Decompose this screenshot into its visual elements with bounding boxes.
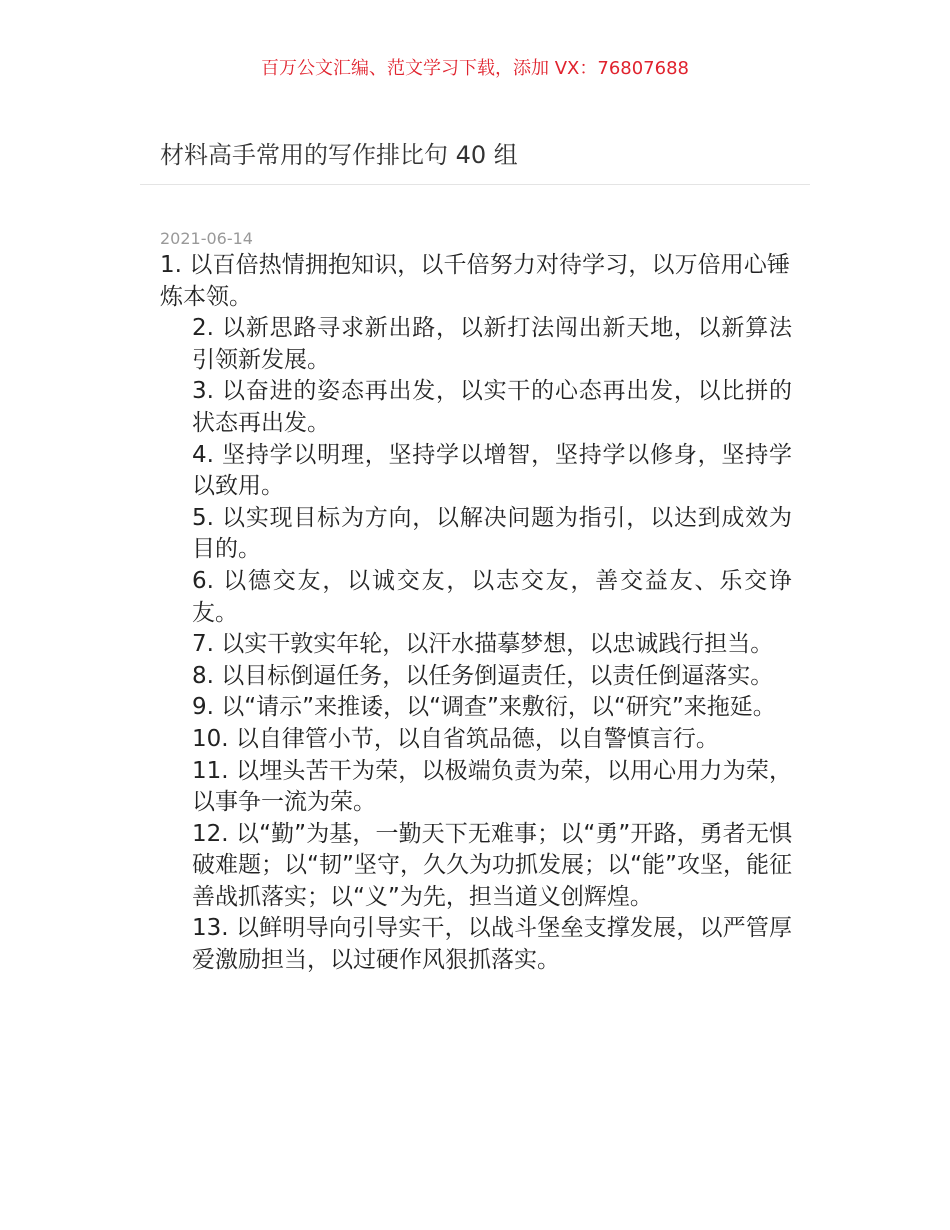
list-item: 5. 以实现目标为方向，以解决问题为指引，以达到成效为目的。 xyxy=(192,504,792,563)
list-item: 10. 以自律管小节，以自省筑品德，以自警慎言行。 xyxy=(192,725,719,752)
list-item: 3. 以奋进的姿态再出发，以实干的心态再出发，以比拼的状态再出发。 xyxy=(192,378,792,436)
list-item: 9. 以“请示”来推诿，以“调查”来敷衍，以“研究”来拖延。 xyxy=(192,694,776,721)
publish-date: 2021-06-14 xyxy=(160,229,253,248)
promo-banner: 百万公文汇编、范文学习下载，添加 VX：76807688 xyxy=(261,58,689,79)
list-item: 6. 以德交友，以诚交友，以志交友，善交益友、乐交诤友。 xyxy=(192,567,792,626)
article-body xyxy=(160,250,800,977)
list-item: 11. 以埋头苦干为荣，以极端负责为荣，以用心用力为荣，以事争一流为荣。 xyxy=(192,757,792,816)
list-item: 2. 以新思路寻求新出路，以新打法闯出新天地，以新算法引领新发展。 xyxy=(192,315,792,373)
list-item: 12. 以“勤”为基，一勤天下无难事；以“勇”开路，勇者无惧破难题；以“韧”坚守，久久为功抓发展；以“能”攻坚，能征善战抓落实；以“义”为先，担当道义创辉煌。 xyxy=(192,820,792,910)
list-item: 13. 以鲜明导向引导实干，以战斗堡垒支撑发展，以严管厚爱激励担当，以过硬作风狠抓落实。 xyxy=(192,915,792,974)
list-item: 8. 以目标倒逼任务，以任务倒逼责任，以责任倒逼落实。 xyxy=(192,662,774,689)
list-item: 7. 以实干敦实年轮，以汗水描摹梦想，以忠诚践行担当。 xyxy=(192,631,774,658)
list-item: 1. 以百倍热情拥抱知识，以千倍努力对待学习，以万倍用心锤炼本领。 xyxy=(160,252,790,310)
list-item: 4. 坚持学以明理，坚持学以增智，坚持学以修身，坚持学以致用。 xyxy=(192,441,792,500)
article-title: 材料高手常用的写作排比句 40 组 xyxy=(160,141,518,169)
title-divider xyxy=(140,184,810,185)
